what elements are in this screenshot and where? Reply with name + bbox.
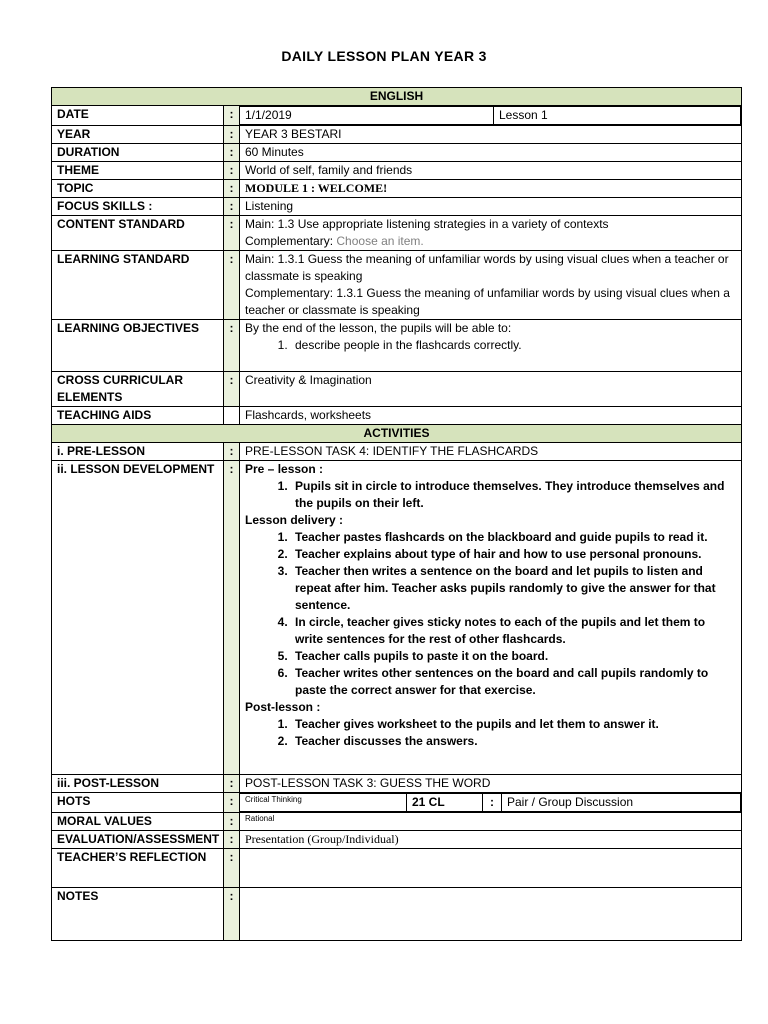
cross-curricular-row [52,372,742,407]
lesson-delivery-heading: Lesson delivery : [245,513,344,527]
empty-colon-cell [224,407,240,425]
colon: : [224,216,240,251]
reflection-row [52,849,742,888]
post-lesson-steps [245,716,736,750]
year-row [52,126,742,144]
cross-curricular-value[interactable]: Creativity & Imagination [240,372,742,407]
reflection-label: TEACHER’S REFLECTION [52,849,224,888]
colon: : [224,180,240,198]
list-item[interactable]: 3. Teacher then writes a sentence on the board and let pupils to listen and repeat after him. Teacher asks pupils randomly to give the answer for that sentence. [291,563,736,614]
hots-cell [240,793,742,813]
duration-row [52,144,742,162]
theme-label: THEME [52,162,224,180]
complementary-label: Complementary: [245,234,334,248]
list-item[interactable]: 4. In circle, teacher gives sticky notes to each of the pupils and let them to write sentences for the rest of other flashcards. [291,614,736,648]
lesson-development-row [52,461,742,775]
learning-standard-value [240,251,742,320]
list-item[interactable]: 2. Teacher discusses the answers. [291,733,736,750]
objectives-list [245,337,736,354]
colon: : [224,144,240,162]
date-label: DATE [52,106,224,126]
page-title: DAILY LESSON PLAN YEAR 3 [281,48,487,64]
list-item[interactable]: 1. describe people in the flashcards correctly. [291,337,736,354]
year-value[interactable]: YEAR 3 BESTARI [240,126,742,144]
post-lesson-value[interactable]: POST-LESSON TASK 3: GUESS THE WORD [240,775,742,793]
cross-curricular-label: CROSS CURRICULAR ELEMENTS [52,372,224,407]
lesson-development-value [240,461,742,775]
content-standard-row [52,216,742,251]
pre-lesson-label: i. PRE-LESSON [52,443,224,461]
learning-objectives-label: LEARNING OBJECTIVES [52,320,224,372]
colon: : [224,320,240,372]
cl-label: 21 CL [407,794,483,812]
post-lesson-label: iii. POST-LESSON [52,775,224,793]
colon: : [224,831,240,849]
colon: : [483,794,502,812]
list-item[interactable]: 1. Pupils sit in circle to introduce themselves. They introduce themselves and the pupils on their left. [291,478,736,512]
year-label: YEAR [52,126,224,144]
activities-header: ACTIVITIES [52,425,742,443]
duration-label: DURATION [52,144,224,162]
evaluation-row [52,831,742,849]
pre-lesson-row [52,443,742,461]
content-standard-value [240,216,742,251]
content-standard-label: CONTENT STANDARD [52,216,224,251]
date-value[interactable]: 1/1/2019 [240,107,494,125]
learning-standard-main[interactable]: Main: 1.3.1 Guess the meaning of unfamiliar words by using visual clues when a teacher or classmate is speaking [245,252,729,283]
colon: : [224,162,240,180]
list-item[interactable]: 2. Teacher explains about type of hair and how to use personal pronouns. [291,546,736,563]
moral-values-value[interactable]: Rational [240,813,742,831]
colon: : [224,443,240,461]
colon: : [224,793,240,813]
post-lesson-heading: Post-lesson : [245,700,321,714]
lesson-development-label: ii. LESSON DEVELOPMENT [52,461,224,775]
colon: : [224,106,240,126]
hots-row [52,793,742,813]
teaching-aids-label: TEACHING AIDS [52,407,224,425]
colon: : [224,372,240,407]
list-item[interactable]: 6. Teacher writes other sentences on the board and call pupils randomly to paste the correct answer for that exercise. [291,665,736,699]
subject-header: ENGLISH [52,88,742,106]
reflection-value[interactable] [240,849,742,888]
notes-row [52,888,742,941]
focus-skills-label: FOCUS SKILLS : [52,198,224,216]
choose-item-dropdown[interactable]: Choose an item. [336,234,424,248]
teaching-aids-row [52,407,742,425]
date-cell [240,106,742,126]
focus-skills-value[interactable]: Listening [240,198,742,216]
moral-values-label: MORAL VALUES [52,813,224,831]
learning-objectives-value [240,320,742,372]
learning-standard-complementary[interactable]: Complementary: 1.3.1 Guess the meaning of unfamiliar words by using visual clues when a teacher or classmate is speaking [245,286,730,317]
colon: : [224,775,240,793]
colon: : [224,849,240,888]
content-standard-main[interactable]: Main: 1.3 Use appropriate listening strategies in a variety of contexts [245,217,609,231]
focus-skills-row [52,198,742,216]
topic-row [52,180,742,198]
subject-row [52,88,742,106]
colon: : [224,813,240,831]
colon: : [224,198,240,216]
moral-values-row [52,813,742,831]
pre-lesson-heading: Pre – lesson : [245,462,324,476]
evaluation-value[interactable]: Presentation (Group/Individual) [240,831,742,849]
notes-value[interactable] [240,888,742,941]
lesson-plan-table [51,87,742,941]
topic-label: TOPIC [52,180,224,198]
hots-value[interactable]: Critical Thinking [240,794,407,812]
pre-lesson-steps [245,478,736,512]
list-item[interactable]: 5. Teacher calls pupils to paste it on the board. [291,648,736,665]
cl-value[interactable]: Pair / Group Discussion [502,794,741,812]
duration-value[interactable]: 60 Minutes [240,144,742,162]
post-lesson-row [52,775,742,793]
lesson-delivery-steps [245,529,736,699]
date-row [52,106,742,126]
colon: : [224,888,240,941]
list-item[interactable]: 1. Teacher gives worksheet to the pupils and let them to answer it. [291,716,736,733]
pre-lesson-value[interactable]: PRE-LESSON TASK 4: IDENTIFY THE FLASHCARDS [240,443,742,461]
learning-objectives-row [52,320,742,372]
list-item[interactable]: 1. Teacher pastes flashcards on the blackboard and guide pupils to read it. [291,529,736,546]
content-standard-complementary [245,233,736,250]
hots-label: HOTS [52,793,224,813]
teaching-aids-value[interactable]: Flashcards, worksheets [240,407,742,425]
colon: : [224,251,240,320]
theme-row [52,162,742,180]
learning-standard-label: LEARNING STANDARD [52,251,224,320]
theme-value[interactable]: World of self, family and friends [240,162,742,180]
lesson-number[interactable]: Lesson 1 [494,107,741,125]
colon: : [224,126,240,144]
colon: : [224,461,240,775]
evaluation-label: EVALUATION/ASSESSMENT [52,831,224,849]
notes-label: NOTES [52,888,224,941]
learning-standard-row [52,251,742,320]
activities-row [52,425,742,443]
topic-value[interactable]: MODULE 1 : WELCOME! [240,180,742,198]
objectives-intro[interactable]: By the end of the lesson, the pupils will be able to: [245,321,512,335]
